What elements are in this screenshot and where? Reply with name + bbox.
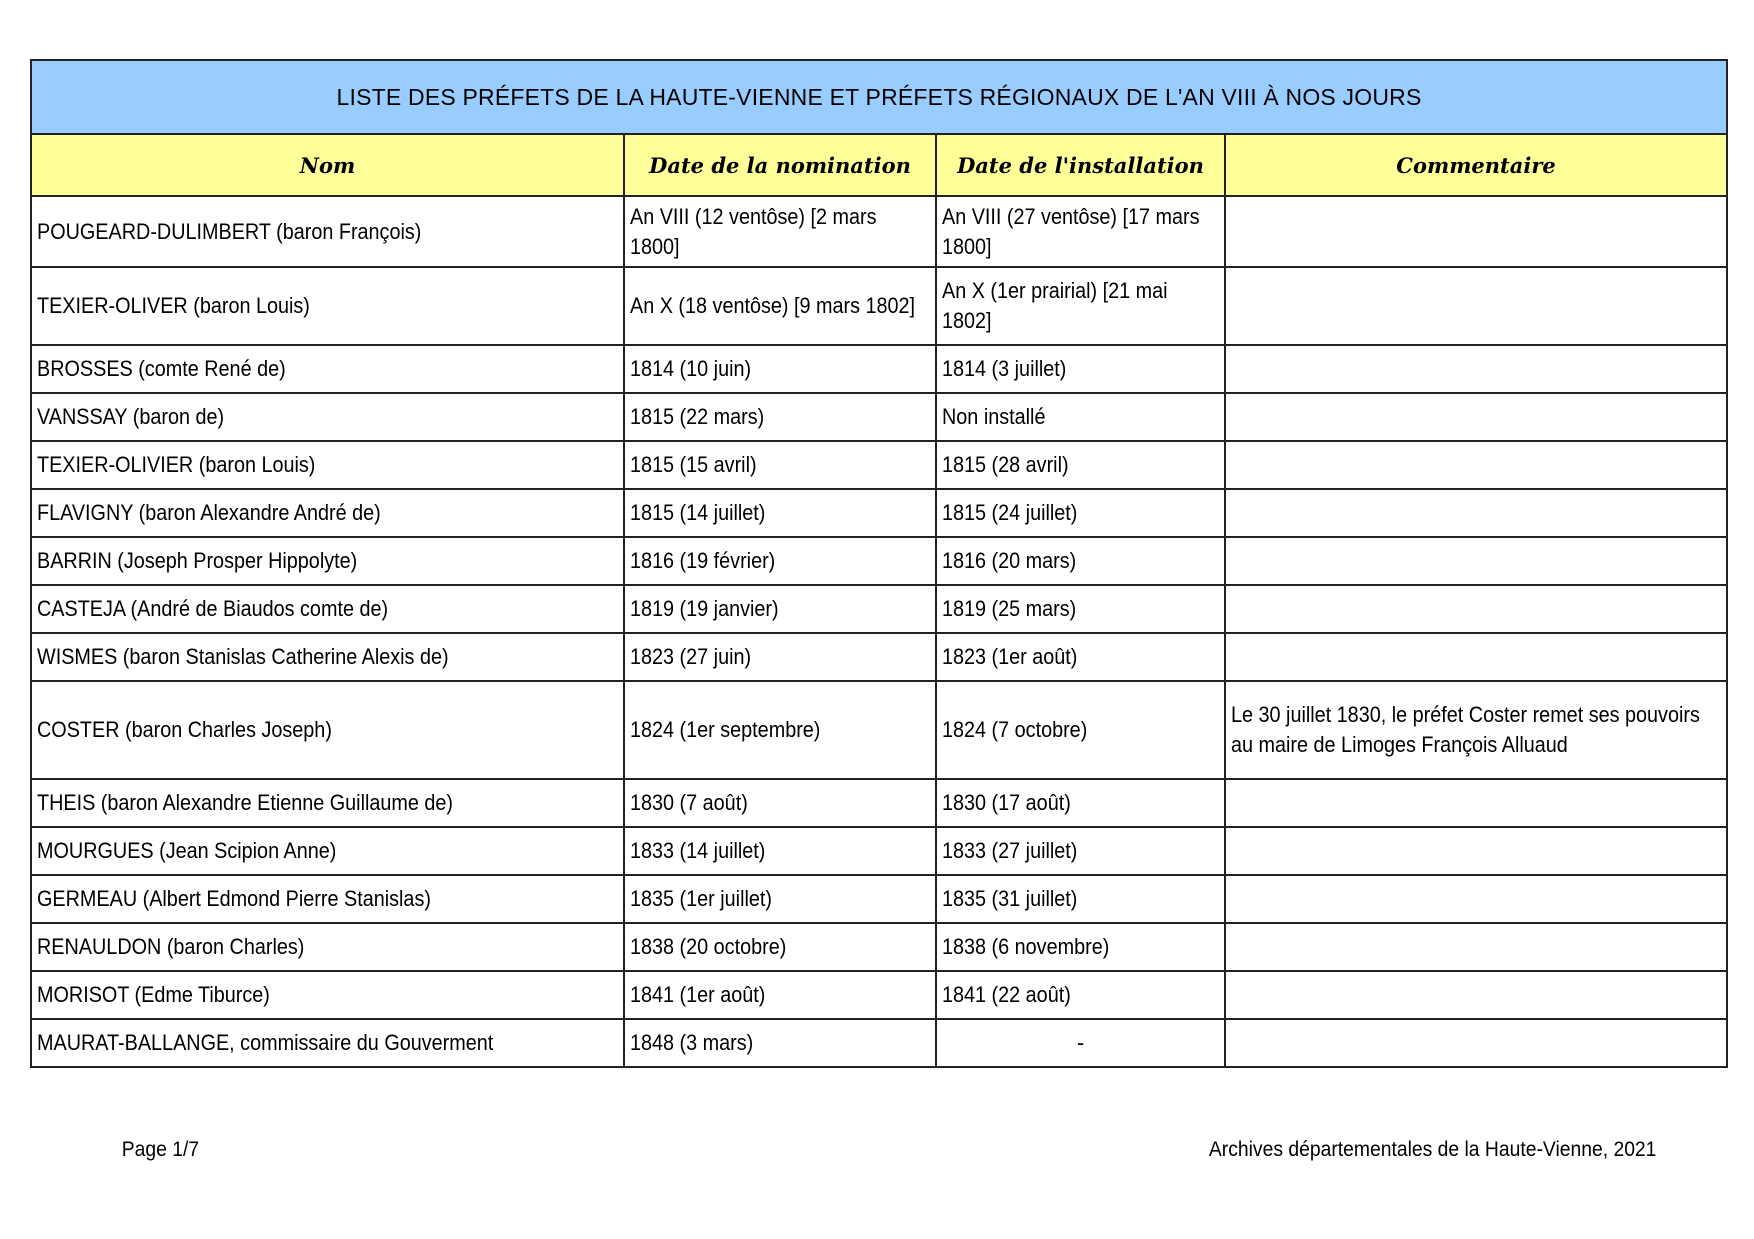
installation-text: Non installé [942,404,1046,429]
cell-nom [31,923,624,971]
cell-commentaire [1225,1019,1727,1067]
cell-commentaire [1225,345,1727,393]
installation-text: 1824 (7 octobre) [942,717,1088,742]
cell-commentaire [1225,923,1727,971]
cell-installation [936,393,1225,441]
table-row [31,537,1727,585]
installation-text: 1816 (20 mars) [942,548,1077,573]
page-number-text: Page 1/7 [121,1138,200,1161]
cell-installation [936,681,1225,779]
nom-text: CASTEJA (André de Biaudos comte de) [37,596,389,621]
nomination-text: 1824 (1er septembre) [630,717,821,742]
cell-nom [31,585,624,633]
nomination-text: 1823 (27 juin) [630,644,752,669]
nomination-text: 1816 (19 février) [630,548,776,573]
cell-commentaire [1225,681,1727,779]
nomination-text: An X (18 ventôse) [9 mars 1802] [630,293,916,318]
nom-text: TEXIER-OLIVIER (baron Louis) [37,452,316,477]
cell-nomination [624,345,936,393]
installation-text: - [1076,1030,1085,1055]
cell-installation [936,441,1225,489]
table-row [31,489,1727,537]
installation-text: 1815 (24 juillet) [942,500,1078,525]
nom-text: MOURGUES (Jean Scipion Anne) [37,838,337,863]
header-row [31,134,1727,196]
cell-nom [31,971,624,1019]
cell-installation [936,196,1225,267]
nom-text: THEIS (baron Alexandre Etienne Guillaume de) [37,790,454,815]
cell-installation [936,537,1225,585]
cell-nomination [624,827,936,875]
cell-installation [936,1019,1225,1067]
cell-nom [31,393,624,441]
cell-installation [936,779,1225,827]
cell-nom [31,875,624,923]
cell-nom [31,345,624,393]
cell-commentaire [1225,585,1727,633]
installation-text: 1830 (17 août) [942,790,1071,815]
nomination-text: 1841 (1er août) [630,982,766,1007]
cell-installation [936,923,1225,971]
cell-installation [936,267,1225,345]
table-row [31,267,1727,345]
commentaire-text: Le 30 juillet 1830, le préfet Coster remet ses pouvoirs au maire de Limoges François Alluaud [1231,702,1700,757]
installation-text: 1838 (6 novembre) [942,934,1110,959]
table-row [31,1019,1727,1067]
cell-nomination [624,923,936,971]
table-row [31,923,1727,971]
table-row [31,681,1727,779]
nomination-text: 1814 (10 juin) [630,356,752,381]
cell-nomination [624,393,936,441]
cell-nom [31,633,624,681]
column-header-nomination: Date de la nomination [624,134,936,196]
footer-source [1170,1138,1656,1162]
column-header-commentaire: Commentaire [1225,134,1727,196]
cell-commentaire [1225,537,1727,585]
cell-nomination [624,1019,936,1067]
nom-text: MORISOT (Edme Tiburce) [37,982,270,1007]
nomination-text: 1848 (3 mars) [630,1030,754,1055]
nom-text: BROSSES (comte René de) [37,356,286,381]
table-row [31,441,1727,489]
cell-nomination [624,267,936,345]
nom-text: GERMEAU (Albert Edmond Pierre Stanislas) [37,886,431,911]
nomination-text: 1838 (20 octobre) [630,934,787,959]
installation-text: 1814 (3 juillet) [942,356,1067,381]
nom-text: FLAVIGNY (baron Alexandre André de) [37,500,381,525]
nomination-text: 1815 (14 juillet) [630,500,766,525]
cell-commentaire [1225,393,1727,441]
nomination-text: 1815 (22 mars) [630,404,765,429]
cell-nom [31,441,624,489]
table-row [31,779,1727,827]
table-row [31,827,1727,875]
installation-text: An X (1er prairial) [21 mai 1802] [942,278,1168,333]
footer-source-text: Archives départementales de la Haute-Vienne, 2021 [1208,1138,1656,1161]
cell-nomination [624,196,936,267]
nom-text: MAURAT-BALLANGE, commissaire du Gouverment [37,1030,494,1055]
cell-nomination [624,681,936,779]
nomination-text: 1815 (15 avril) [630,452,757,477]
cell-commentaire [1225,779,1727,827]
nom-text: COSTER (baron Charles Joseph) [37,717,332,742]
cell-commentaire [1225,633,1727,681]
table-row [31,345,1727,393]
cell-nomination [624,875,936,923]
cell-nomination [624,633,936,681]
cell-nom [31,537,624,585]
cell-installation [936,345,1225,393]
nomination-text: 1835 (1er juillet) [630,886,772,911]
cell-nom [31,267,624,345]
cell-commentaire [1225,875,1727,923]
cell-commentaire [1225,441,1727,489]
installation-text: 1815 (28 avril) [942,452,1069,477]
nom-text: BARRIN (Joseph Prosper Hippolyte) [37,548,358,573]
installation-text: 1835 (31 juillet) [942,886,1078,911]
cell-installation [936,585,1225,633]
installation-text: 1823 (1er août) [942,644,1078,669]
cell-installation [936,875,1225,923]
cell-nomination [624,489,936,537]
column-header-installation: Date de l'installation [936,134,1225,196]
table-row [31,633,1727,681]
cell-commentaire [1225,267,1727,345]
cell-commentaire [1225,489,1727,537]
nomination-text: An VIII (12 ventôse) [2 mars 1800] [630,203,877,259]
cell-nom [31,827,624,875]
cell-nomination [624,441,936,489]
installation-text: 1841 (22 août) [942,982,1071,1007]
nom-text: POUGEARD-DULIMBERT (baron François) [37,218,422,244]
cell-nom [31,779,624,827]
table-row [31,971,1727,1019]
cell-nom [31,681,624,779]
cell-nomination [624,585,936,633]
nomination-text: 1819 (19 janvier) [630,596,779,621]
cell-installation [936,633,1225,681]
nom-text: TEXIER-OLIVER (baron Louis) [37,293,310,318]
column-header-nom: Nom [31,134,624,196]
cell-commentaire [1225,196,1727,267]
cell-nomination [624,779,936,827]
cell-commentaire [1225,827,1727,875]
installation-text: 1819 (25 mars) [942,596,1077,621]
installation-text: 1833 (27 juillet) [942,838,1078,863]
cell-nom [31,1019,624,1067]
cell-nom [31,196,624,267]
page-number [115,1138,199,1162]
prefets-table [30,59,1728,1068]
installation-text: An VIII (27 ventôse) [17 mars 1800] [942,203,1200,259]
nom-text: RENAULDON (baron Charles) [37,934,305,959]
nom-text: VANSSAY (baron de) [37,404,225,429]
table-title: LISTE DES PRÉFETS DE LA HAUTE-VIENNE ET PRÉFETS RÉGIONAUX DE L'AN VIII À NOS JOURS [31,60,1727,134]
cell-installation [936,827,1225,875]
cell-nom [31,489,624,537]
table-row [31,585,1727,633]
cell-installation [936,971,1225,1019]
cell-commentaire [1225,971,1727,1019]
table-row [31,875,1727,923]
nom-text: WISMES (baron Stanislas Catherine Alexis de) [37,644,449,669]
nomination-text: 1830 (7 août) [630,790,748,815]
title-row [31,60,1727,134]
cell-nomination [624,537,936,585]
table-row [31,393,1727,441]
cell-nomination [624,971,936,1019]
nomination-text: 1833 (14 juillet) [630,838,766,863]
table-row [31,196,1727,267]
cell-installation [936,489,1225,537]
